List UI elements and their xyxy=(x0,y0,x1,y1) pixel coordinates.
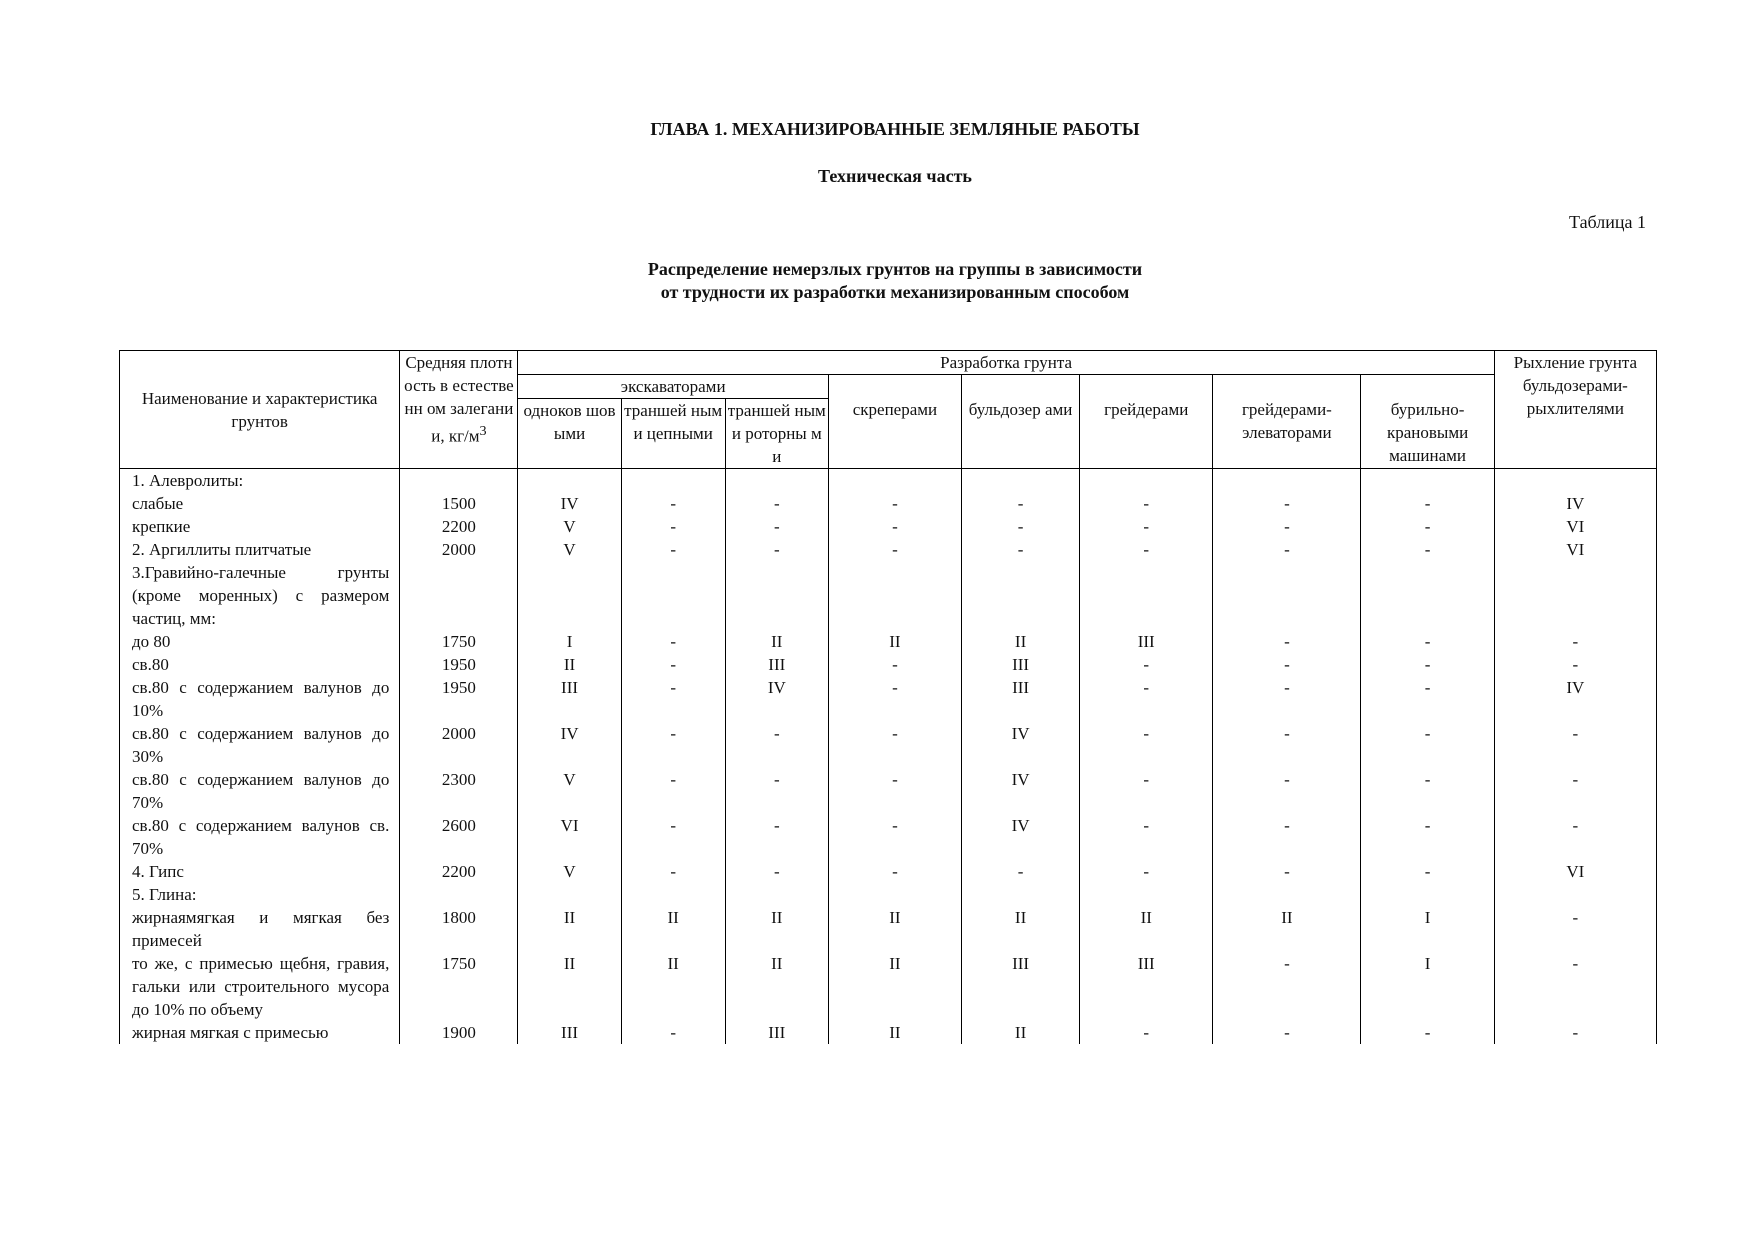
soil-name-cell: крепкие xyxy=(120,515,400,538)
density-cell: 1500 xyxy=(400,492,518,515)
density-cell: 1750 xyxy=(400,630,518,653)
group-cell-c9: - xyxy=(1494,906,1656,952)
group-cell-c3 xyxy=(725,469,828,493)
density-cell xyxy=(400,561,518,630)
group-cell-c3: IV xyxy=(725,676,828,722)
group-cell-c7 xyxy=(1213,883,1361,906)
group-cell-c4: - xyxy=(828,515,961,538)
group-cell-c5: - xyxy=(962,492,1080,515)
group-cell-c6: - xyxy=(1080,515,1213,538)
group-cell-c9: - xyxy=(1494,768,1656,814)
group-cell-c7: - xyxy=(1213,814,1361,860)
group-cell-c5: IV xyxy=(962,814,1080,860)
table-row xyxy=(120,469,1657,493)
header-scrapers: скреперами xyxy=(828,375,961,469)
group-cell-c2: - xyxy=(621,515,725,538)
soil-name-cell: до 80 xyxy=(120,630,400,653)
group-cell-c8: - xyxy=(1361,814,1494,860)
group-cell-c7: - xyxy=(1213,1021,1361,1044)
group-cell-c2: - xyxy=(621,860,725,883)
group-cell-c2: - xyxy=(621,538,725,561)
group-cell-c6 xyxy=(1080,883,1213,906)
soil-name-cell: св.80 xyxy=(120,653,400,676)
group-cell-c9: - xyxy=(1494,722,1656,768)
group-cell-c2: II xyxy=(621,906,725,952)
density-cell: 2000 xyxy=(400,538,518,561)
table-number: Таблица 1 xyxy=(1569,212,1646,232)
group-cell-c3 xyxy=(725,883,828,906)
group-cell-c3: III xyxy=(725,653,828,676)
group-cell-c3: - xyxy=(725,515,828,538)
soil-groups-table xyxy=(119,350,1657,1044)
density-cell: 1950 xyxy=(400,676,518,722)
group-cell-c1: V xyxy=(518,515,621,538)
group-cell-c5: - xyxy=(962,538,1080,561)
group-cell-c6 xyxy=(1080,469,1213,493)
header-graders: грейдерами xyxy=(1080,375,1213,469)
group-cell-c5: II xyxy=(962,630,1080,653)
group-cell-c5 xyxy=(962,561,1080,630)
table-row xyxy=(120,722,1657,768)
group-cell-c9: VI xyxy=(1494,515,1656,538)
table-row xyxy=(120,860,1657,883)
group-cell-c6: III xyxy=(1080,630,1213,653)
group-cell-c3: - xyxy=(725,814,828,860)
group-cell-c5: - xyxy=(962,860,1080,883)
table-row xyxy=(120,492,1657,515)
soil-name-cell: 4. Гипс xyxy=(120,860,400,883)
table-row xyxy=(120,906,1657,952)
soil-name-cell: слабые xyxy=(120,492,400,515)
table-row xyxy=(120,538,1657,561)
group-cell-c4: - xyxy=(828,676,961,722)
density-cell: 1950 xyxy=(400,653,518,676)
soil-name-cell: 5. Глина: xyxy=(120,883,400,906)
group-cell-c5 xyxy=(962,469,1080,493)
group-cell-c6: - xyxy=(1080,768,1213,814)
group-cell-c2: II xyxy=(621,952,725,1021)
density-cell: 2600 xyxy=(400,814,518,860)
density-cell xyxy=(400,883,518,906)
group-cell-c9: IV xyxy=(1494,492,1656,515)
group-cell-c3 xyxy=(725,561,828,630)
group-cell-c9: - xyxy=(1494,653,1656,676)
group-cell-c9 xyxy=(1494,469,1656,493)
header-trench-chain: траншей ными цепными xyxy=(621,399,725,469)
group-cell-c3: - xyxy=(725,722,828,768)
header-drill-crane: бурильно- крановыми машинами xyxy=(1361,375,1494,469)
group-cell-c3: - xyxy=(725,860,828,883)
group-cell-c8: - xyxy=(1361,538,1494,561)
group-cell-c5: III xyxy=(962,676,1080,722)
group-cell-c8: - xyxy=(1361,653,1494,676)
group-cell-c7: - xyxy=(1213,860,1361,883)
group-cell-c4 xyxy=(828,883,961,906)
group-cell-c8: - xyxy=(1361,1021,1494,1044)
group-cell-c6: II xyxy=(1080,906,1213,952)
group-cell-c5: IV xyxy=(962,768,1080,814)
group-cell-c7: - xyxy=(1213,722,1361,768)
table-row xyxy=(120,952,1657,1021)
soil-name-cell: св.80 с содержанием валунов до 10% xyxy=(120,676,400,722)
group-cell-c8: - xyxy=(1361,722,1494,768)
group-cell-c6 xyxy=(1080,561,1213,630)
group-cell-c2: - xyxy=(621,653,725,676)
group-cell-c3: - xyxy=(725,538,828,561)
group-cell-c7: - xyxy=(1213,952,1361,1021)
group-cell-c1: V xyxy=(518,538,621,561)
group-cell-c1: II xyxy=(518,653,621,676)
group-cell-c2 xyxy=(621,469,725,493)
chapter-title: ГЛАВА 1. МЕХАНИЗИРОВАННЫЕ ЗЕМЛЯНЫЕ РАБОТЫ xyxy=(650,119,1140,139)
group-cell-c1: V xyxy=(518,768,621,814)
soil-name-cell: то же, с примесью щебня, гравия, гальки или строительного мусора до 10% по объему xyxy=(120,952,400,1021)
group-cell-c2: - xyxy=(621,492,725,515)
group-cell-c6: - xyxy=(1080,860,1213,883)
header-density-text: Средняя плотность в естественн ом залегании, кг/м xyxy=(404,353,514,446)
group-cell-c5: III xyxy=(962,952,1080,1021)
header-grader-elevators: грейдерами- элеваторами xyxy=(1213,375,1361,469)
group-cell-c8: - xyxy=(1361,492,1494,515)
group-cell-c6: III xyxy=(1080,952,1213,1021)
group-cell-c8: - xyxy=(1361,860,1494,883)
header-ripping: Рыхление грунта бульдозерами- рыхлителями xyxy=(1494,351,1656,469)
group-cell-c6: - xyxy=(1080,814,1213,860)
group-cell-c9: - xyxy=(1494,630,1656,653)
density-cell: 2200 xyxy=(400,515,518,538)
table-row xyxy=(120,676,1657,722)
group-cell-c8: - xyxy=(1361,630,1494,653)
group-cell-c6: - xyxy=(1080,653,1213,676)
group-cell-c5: III xyxy=(962,653,1080,676)
table-row xyxy=(120,515,1657,538)
group-cell-c4: - xyxy=(828,722,961,768)
group-cell-c2: - xyxy=(621,768,725,814)
table-row xyxy=(120,561,1657,630)
group-cell-c1: IV xyxy=(518,722,621,768)
group-cell-c9: VI xyxy=(1494,538,1656,561)
density-cell: 1900 xyxy=(400,1021,518,1044)
group-cell-c7: - xyxy=(1213,630,1361,653)
group-cell-c9 xyxy=(1494,883,1656,906)
group-cell-c9 xyxy=(1494,561,1656,630)
group-cell-c4: II xyxy=(828,906,961,952)
group-cell-c5: II xyxy=(962,906,1080,952)
table-row xyxy=(120,883,1657,906)
table-row xyxy=(120,768,1657,814)
header-single-bucket: одноков шовыми xyxy=(518,399,621,469)
group-cell-c2 xyxy=(621,561,725,630)
group-cell-c8: - xyxy=(1361,515,1494,538)
group-cell-c8: I xyxy=(1361,906,1494,952)
table-title xyxy=(0,258,1755,304)
group-cell-c8: - xyxy=(1361,768,1494,814)
group-cell-c1: III xyxy=(518,676,621,722)
table-row xyxy=(120,1021,1657,1044)
group-cell-c1: II xyxy=(518,952,621,1021)
group-cell-c6: - xyxy=(1080,492,1213,515)
group-cell-c9: VI xyxy=(1494,860,1656,883)
header-density-sup: 3 xyxy=(479,423,487,439)
header-trench-rotor: траншей ными роторны ми xyxy=(725,399,828,469)
group-cell-c4: - xyxy=(828,538,961,561)
group-cell-c1 xyxy=(518,561,621,630)
soil-name-cell: св.80 с содержанием валунов до 70% xyxy=(120,768,400,814)
group-cell-c5: - xyxy=(962,515,1080,538)
soil-name-cell: 3.Гравийно-галечные грунты (кроме моренных) с размером частиц, мм: xyxy=(120,561,400,630)
group-cell-c4: - xyxy=(828,860,961,883)
section-subtitle: Техническая часть xyxy=(818,166,972,186)
group-cell-c9: - xyxy=(1494,814,1656,860)
header-excavators: экскаваторами xyxy=(518,375,828,399)
group-cell-c2: - xyxy=(621,814,725,860)
group-cell-c3: - xyxy=(725,492,828,515)
table-row xyxy=(120,630,1657,653)
density-cell: 2300 xyxy=(400,768,518,814)
density-cell: 1750 xyxy=(400,952,518,1021)
group-cell-c7: - xyxy=(1213,538,1361,561)
group-cell-c5: IV xyxy=(962,722,1080,768)
group-cell-c4 xyxy=(828,469,961,493)
soil-name-cell: жирная мягкая с примесью xyxy=(120,1021,400,1044)
group-cell-c3: - xyxy=(725,768,828,814)
group-cell-c2: - xyxy=(621,676,725,722)
group-cell-c7: - xyxy=(1213,676,1361,722)
group-cell-c9: - xyxy=(1494,952,1656,1021)
group-cell-c4: - xyxy=(828,768,961,814)
group-cell-c1 xyxy=(518,883,621,906)
group-cell-c4: - xyxy=(828,653,961,676)
group-cell-c4: - xyxy=(828,814,961,860)
group-cell-c7: - xyxy=(1213,515,1361,538)
group-cell-c4: II xyxy=(828,1021,961,1044)
density-cell xyxy=(400,469,518,493)
group-cell-c7: - xyxy=(1213,768,1361,814)
group-cell-c8 xyxy=(1361,561,1494,630)
group-cell-c3: II xyxy=(725,952,828,1021)
soil-name-cell: св.80 с содержанием валунов св. 70% xyxy=(120,814,400,860)
header-bulldozers: бульдозер ами xyxy=(962,375,1080,469)
group-cell-c8 xyxy=(1361,469,1494,493)
group-cell-c7: - xyxy=(1213,492,1361,515)
soil-name-cell: 2. Аргиллиты плитчатые xyxy=(120,538,400,561)
header-density xyxy=(400,351,518,469)
group-cell-c4: - xyxy=(828,492,961,515)
group-cell-c3: II xyxy=(725,630,828,653)
density-cell: 1800 xyxy=(400,906,518,952)
group-cell-c3: III xyxy=(725,1021,828,1044)
group-cell-c3: II xyxy=(725,906,828,952)
group-cell-c4: II xyxy=(828,630,961,653)
group-cell-c2: - xyxy=(621,630,725,653)
group-cell-c5: II xyxy=(962,1021,1080,1044)
table-row xyxy=(120,814,1657,860)
group-cell-c6: - xyxy=(1080,538,1213,561)
group-cell-c9: IV xyxy=(1494,676,1656,722)
table-title-line-1: Распределение немерзлых грунтов на группы в зависимости xyxy=(647,259,1143,279)
group-cell-c1: IV xyxy=(518,492,621,515)
group-cell-c2: - xyxy=(621,1021,725,1044)
table-row xyxy=(120,653,1657,676)
group-cell-c8: - xyxy=(1361,676,1494,722)
group-cell-c7 xyxy=(1213,561,1361,630)
group-cell-c7: - xyxy=(1213,653,1361,676)
group-cell-c4 xyxy=(828,561,961,630)
soil-name-cell: св.80 с содержанием валунов до 30% xyxy=(120,722,400,768)
group-cell-c2: - xyxy=(621,722,725,768)
group-cell-c1: II xyxy=(518,906,621,952)
group-cell-c8: I xyxy=(1361,952,1494,1021)
group-cell-c4: II xyxy=(828,952,961,1021)
soil-name-cell: жирнаямягкая и мягкая без примесей xyxy=(120,906,400,952)
density-cell: 2200 xyxy=(400,860,518,883)
density-cell: 2000 xyxy=(400,722,518,768)
group-cell-c6: - xyxy=(1080,676,1213,722)
group-cell-c2 xyxy=(621,883,725,906)
group-cell-c5 xyxy=(962,883,1080,906)
header-name: Наименование и характеристика грунтов xyxy=(120,351,400,469)
group-cell-c1: V xyxy=(518,860,621,883)
soil-name-cell: 1. Алевролиты: xyxy=(120,469,400,493)
group-cell-c6: - xyxy=(1080,1021,1213,1044)
group-cell-c9: - xyxy=(1494,1021,1656,1044)
header-development: Разработка грунта xyxy=(518,351,1494,375)
group-cell-c6: - xyxy=(1080,722,1213,768)
group-cell-c7: II xyxy=(1213,906,1361,952)
table-title-line-2: от трудности их разработки механизированным способом xyxy=(660,282,1130,302)
group-cell-c1: I xyxy=(518,630,621,653)
group-cell-c8 xyxy=(1361,883,1494,906)
group-cell-c1: VI xyxy=(518,814,621,860)
group-cell-c1 xyxy=(518,469,621,493)
group-cell-c1: III xyxy=(518,1021,621,1044)
group-cell-c7 xyxy=(1213,469,1361,493)
